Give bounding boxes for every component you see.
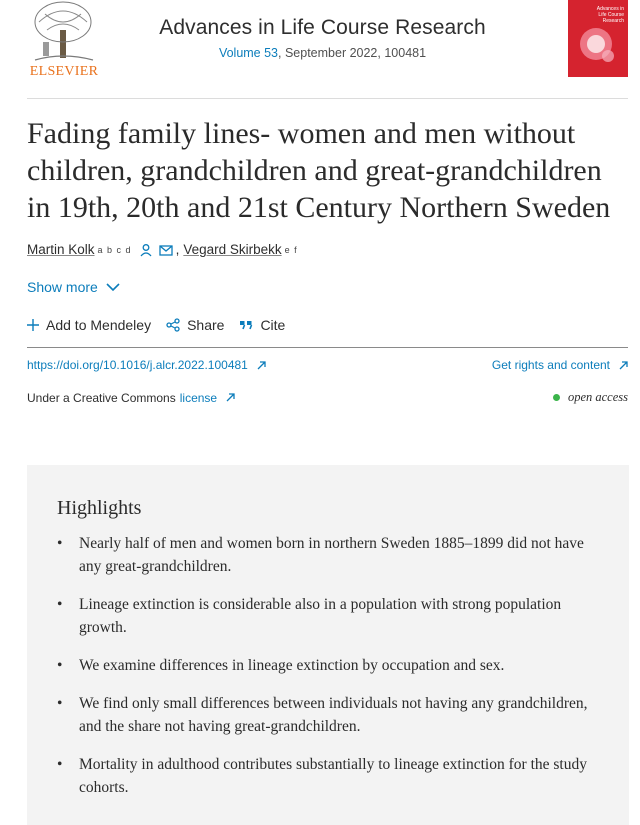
author-affiliations-kolk[interactable]: a b c d [97,244,132,255]
highlight-item: • We find only small differences between individuals not having any grandchildren, and the share not having great-grandchildren. [57,692,597,738]
license-info [27,391,235,405]
show-more-button[interactable] [27,279,640,295]
highlight-item: • Lineage extinction is considerable also in a population with strong population growth. [57,593,597,639]
email-icon[interactable] [159,243,173,257]
quote-icon [239,319,253,331]
volume-details: , September 2022, 100481 [278,46,427,60]
article-links [27,358,628,372]
journal-cover-image[interactable] [568,0,628,77]
external-link-icon [257,361,266,370]
mendeley-label: Add to Mendeley [46,317,152,333]
author-list [27,242,640,257]
share-button[interactable] [166,317,224,333]
highlight-item: • Nearly half of men and women born in northern Sweden 1885–1899 did not have any great-grandchildren. [57,532,597,578]
highlight-item: • Mortality in adulthood contributes substantially to lineage extinction for the study cohorts. [57,753,597,799]
license-prefix: Under a Creative Commons [27,390,176,405]
cover-title: Advances in Life Course Research [596,6,624,24]
highlights-section [27,465,629,825]
plus-icon [27,319,39,331]
journal-info [147,16,498,60]
author-affiliations-skirbekk[interactable]: e f [284,244,298,255]
open-access-dot-icon [553,394,560,401]
volume-link[interactable]: Volume 53 [218,46,279,60]
chevron-down-icon [106,283,120,292]
publisher-name: ELSEVIER [29,64,99,79]
highlights-title: Highlights [57,497,142,519]
journal-header [27,0,628,99]
journal-title[interactable]: Advances in Life Course Research [159,16,486,39]
cite-label: Cite [260,317,286,333]
share-label: Share [187,317,225,333]
show-more-label: Show more [27,279,98,295]
divider [27,347,628,348]
cover-art [568,0,628,77]
license-link[interactable] [180,391,235,405]
open-access-label: open access [567,390,628,404]
license-row [27,390,628,405]
add-to-mendeley-button[interactable] [27,317,151,333]
external-link-icon [226,393,235,402]
cite-button[interactable] [239,317,285,333]
author-link-skirbekk[interactable]: Vegard Skirbekk [183,242,282,257]
rights-text: Get rights and content [491,358,610,372]
rights-link[interactable] [492,358,628,372]
highlight-item: • We examine differences in lineage extinction by occupation and sex. [57,654,597,677]
doi-link[interactable] [27,358,266,372]
external-link-icon [619,361,628,370]
license-link-text: license [179,390,218,405]
article-title: Fading family lines- women and men without children, grandchildren and great-grandchildren in 19th, 20th and 21st Century Northern Sweden [27,117,611,224]
author-separator: , [175,242,180,257]
article-actions [27,317,640,333]
share-icon [166,318,180,332]
author-link-kolk[interactable]: Martin Kolk [27,242,95,257]
journal-volume [147,46,498,60]
doi-text: https://doi.org/10.1016/j.alcr.2022.100481 [27,358,248,372]
person-icon[interactable] [139,243,153,257]
highlights-list [57,532,597,799]
open-access-badge [553,390,628,405]
